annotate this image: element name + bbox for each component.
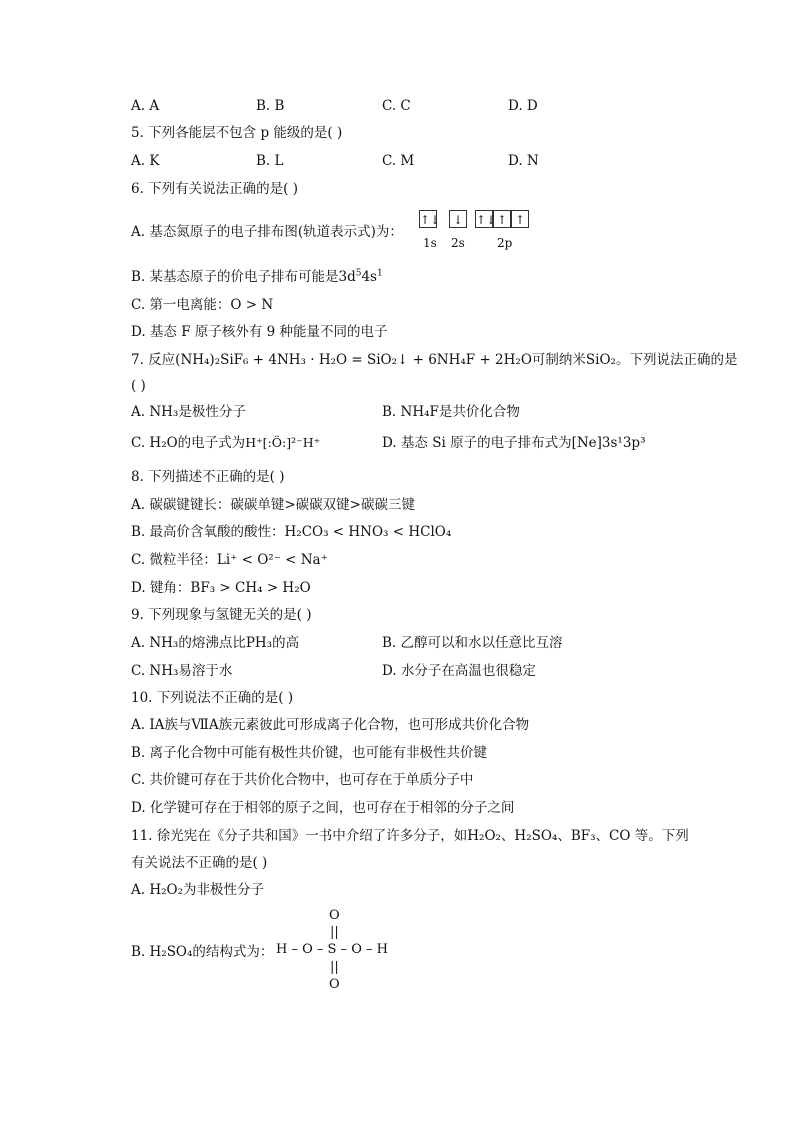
q6-b-sup1: 5: [355, 268, 362, 279]
q10-option-a: A. ⅠA族与ⅦA族元素彼此可形成离子化合物，也可形成共价化合物: [131, 717, 530, 733]
q9-option-a: A. NH₃的熔沸点比PH₃的高: [131, 635, 300, 651]
q5-option-a: A. K: [131, 153, 160, 169]
orbital-label-2s: 2s: [451, 236, 465, 250]
struct-main-chain: H – O – S – O – H: [276, 942, 388, 957]
q5-option-d: D. N: [508, 153, 539, 169]
orbital-label-2p: 2p: [497, 236, 513, 250]
q4-option-a: A. A: [131, 98, 160, 114]
q4-option-d: D. D: [508, 98, 538, 114]
q6-option-d: D. 基态 F 原子核外有 9 种能量不同的电子: [131, 324, 388, 340]
h2so4-structural-formula: [274, 905, 404, 995]
q5-stem: 5. 下列各能层不包含 p 能级的是( ): [131, 125, 343, 141]
q6-b-mid: 4s: [361, 269, 377, 285]
orbital-box-1s: ↑↓: [419, 210, 437, 228]
q11-option-a: A. H₂O₂为非极性分子: [131, 882, 264, 898]
q8-option-a: A. 碳碳键键长：碳碳单键>碳碳双键>碳碳三键: [131, 497, 415, 513]
orbital-box-2p-2: ↑: [493, 210, 511, 228]
orbital-box-2s: ↓: [449, 210, 467, 228]
q7-c-electron-formula: H⁺[:Ö:]²⁻H⁺: [245, 435, 321, 450]
q6-option-c: C. 第一电离能：O > N: [131, 297, 274, 313]
struct-top-o: O: [329, 908, 340, 923]
q8-stem: 8. 下列描述不正确的是( ): [131, 469, 285, 485]
q10-stem: 10. 下列说法不正确的是( ): [131, 690, 294, 706]
q8-option-d: D. 键角：BF₃ > CH₄ > H₂O: [131, 580, 311, 596]
q9-stem: 9. 下列现象与氢键无关的是( ): [131, 607, 312, 623]
q7-stem: 7. 反应(NH₄)₂SiF₆ + 4NH₃ · H₂O = SiO₂↓ + 6NH₄F + 2H₂O可制纳米SiO₂。下列说法正确的是: [131, 352, 738, 368]
q8-option-b: B. 最高价含氧酸的酸性：H₂CO₃ < HNO₃ < HClO₄: [131, 524, 452, 540]
q11-stem-2: 有关说法不正确的是( ): [131, 855, 268, 871]
q4-option-b: B. B: [256, 98, 285, 114]
q9-option-c: C. NH₃易溶于水: [131, 663, 233, 679]
q10-option-c: C. 共价键可存在于共价化合物中，也可存在于单质分子中: [131, 772, 474, 788]
q7-option-b: B. NH₄F是共价化合物: [382, 404, 520, 420]
q7-option-a: A. NH₃是极性分子: [131, 404, 246, 420]
q4-option-c: C. C: [382, 98, 411, 114]
q6-option-a: A. 基态氮原子的电子排布图(轨道表示式)为：: [131, 224, 403, 240]
q11-stem: 11. 徐光宪在《分子共和国》一书中介绍了许多分子，如H₂O₂、H₂SO₄、BF₃、CO 等。下列: [131, 828, 689, 844]
orbital-box-2p-3: ↑: [511, 210, 529, 228]
q10-option-d: D. 化学键可存在于相邻的原子之间，也可存在于相邻的分子之间: [131, 800, 515, 816]
orbital-box-2p-1: ↑↓: [475, 210, 493, 228]
q7-option-d: D. 基态 Si 原子的电子排布式为[Ne]3s¹3p³: [382, 435, 646, 451]
q8-option-c: C. 微粒半径：Li⁺ < O²⁻ < Na⁺: [131, 552, 328, 568]
q5-option-b: B. L: [256, 153, 284, 169]
struct-bottom-o: O: [329, 977, 340, 992]
q7-option-c: [131, 433, 320, 453]
struct-top-double-bond: ||: [330, 925, 339, 940]
q9-option-b: B. 乙醇可以和水以任意比互溶: [382, 635, 563, 651]
orbital-label-1s: 1s: [423, 236, 437, 250]
q6-b-sup2: 1: [377, 268, 383, 279]
q5-option-c: C. M: [382, 153, 415, 169]
q6-option-b: [131, 267, 383, 287]
q7-stem-2: ( ): [131, 378, 146, 394]
q6-b-text: B. 某基态原子的价电子排布可能是3d: [131, 269, 356, 285]
q10-option-b: B. 离子化合物中可能有极性共价键，也可能有非极性共价键: [131, 745, 488, 761]
q7-c-text: C. H₂O的电子式为: [131, 435, 246, 451]
q9-option-d: D. 水分子在高温也很稳定: [382, 663, 536, 679]
q6-stem: 6. 下列有关说法正确的是( ): [131, 181, 298, 197]
q11-option-b: B. H₂SO₄的结构式为：: [131, 944, 274, 960]
struct-bottom-double-bond: ||: [330, 960, 339, 975]
